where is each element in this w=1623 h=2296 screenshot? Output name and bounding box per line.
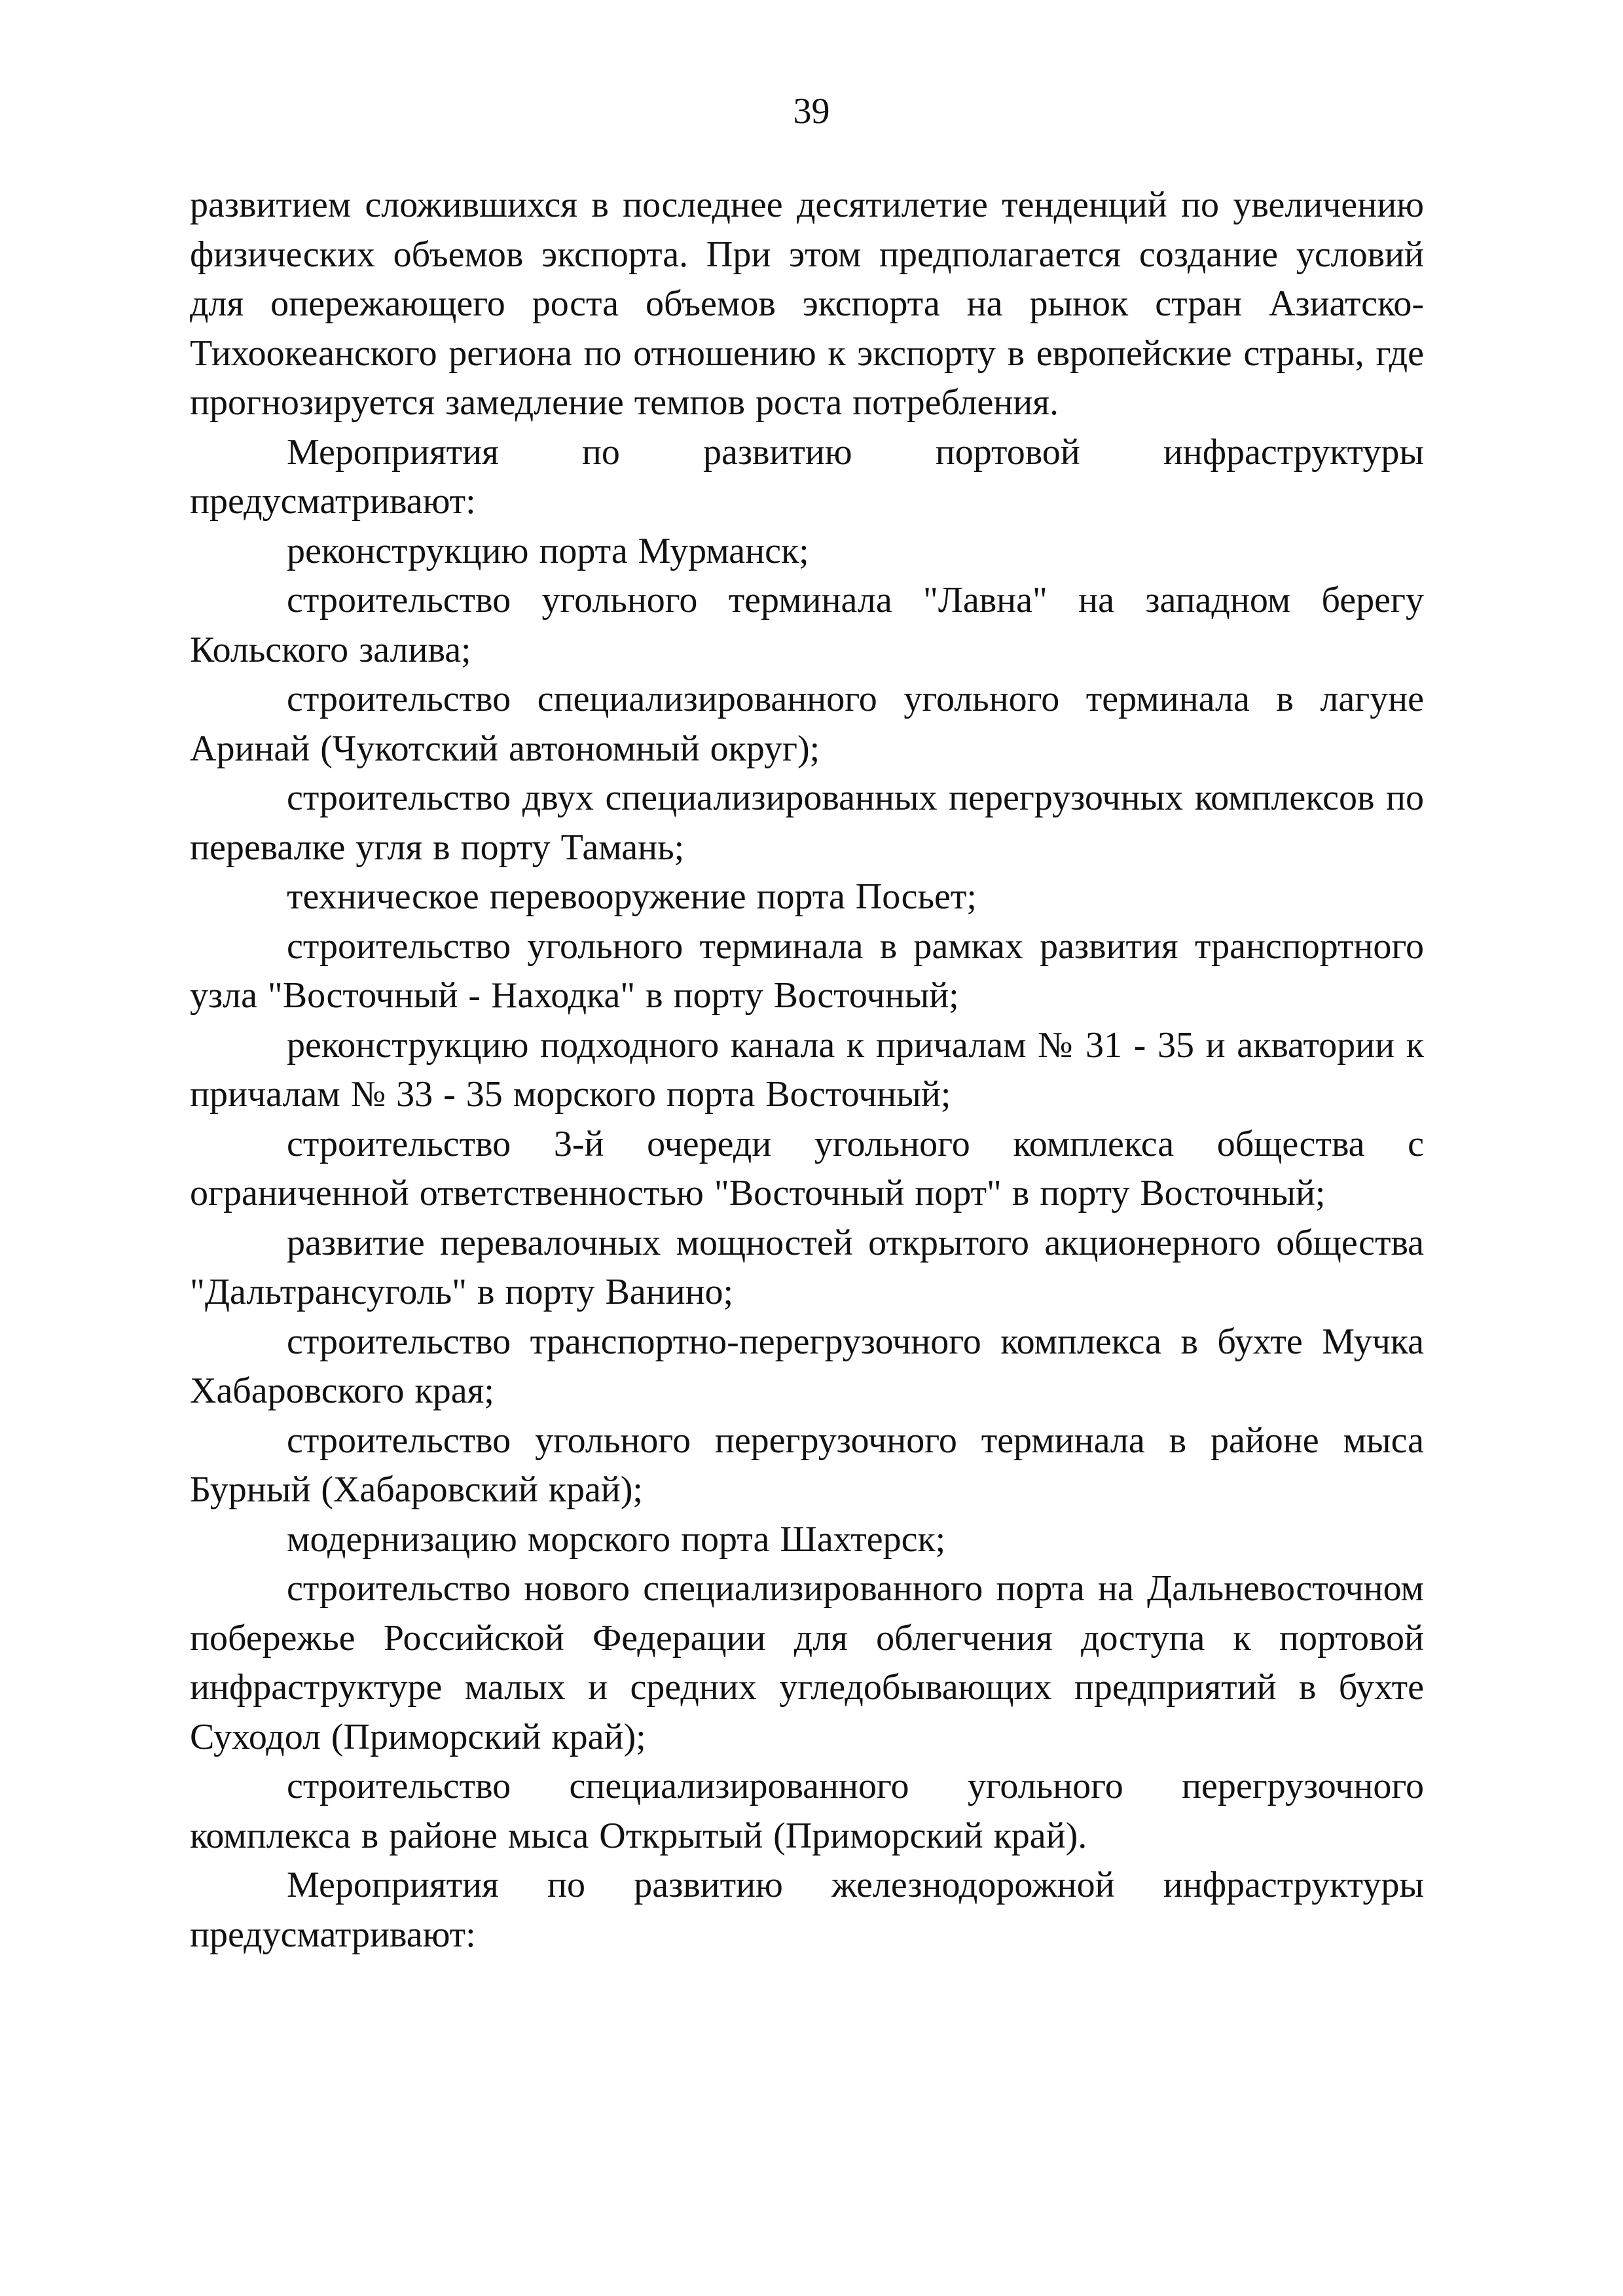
paragraph-export-trends: развитием сложившихся в последнее десятилетие тенденций по увеличению физических объемов экспорта. При этом предполагается создание условий для опережающего роста объемов экспорта на рынок стран Азиатско-Тихоокеанского региона по отношению к экспорту в европейские страны, где прогнозируется замедление темпов роста потребления.: [190, 185, 1424, 423]
list-item: техническое перевооружение порта Посьет;: [287, 876, 977, 917]
list-item: развитие перевалочных мощностей открытого акционерного общества "Дальтрансуголь" в порту Ванино;: [190, 1222, 1424, 1312]
list-item: строительство угольного терминала "Лавна" на западном берегу Кольского залива;: [190, 580, 1424, 670]
paragraph-railway-measures-intro: Мероприятия по развитию железнодорожной инфраструктуры предусматривают:: [190, 1865, 1424, 1955]
body-text: [190, 181, 1424, 1960]
list-item: строительство двух специализированных перегрузочных комплексов по перевалке угля в порту Тамань;: [190, 778, 1424, 868]
list-item: строительство угольного перегрузочного терминала в районе мыса Бурный (Хабаровский край);: [190, 1420, 1424, 1510]
list-item: строительство специализированного угольного перегрузочного комплекса в районе мыса Открытый (Приморский край).: [190, 1766, 1424, 1856]
list-item: строительство 3-й очереди угольного комплекса общества с ограниченной ответственностью "Восточный порт" в порту Восточный;: [190, 1123, 1424, 1213]
list-item: строительство специализированного угольного терминала в лагуне Аринай (Чукотский автономный округ);: [190, 679, 1424, 769]
paragraph-port-measures-intro: Мероприятия по развитию портовой инфраструктуры предусматривают:: [190, 431, 1424, 522]
list-item: модернизацию морского порта Шахтерск;: [287, 1518, 946, 1560]
page-number: 39: [793, 91, 830, 132]
list-item: строительство угольного терминала в рамках развития транспортного узла "Восточный - Находка" в порту Восточный;: [190, 925, 1424, 1016]
list-item: строительство нового специализированного порта на Дальневосточном побережье Российской Федерации для облегчения доступа к портовой инфраструктуре малых и средних угледобывающих предприятий в бухте Суходол (Приморский край);: [190, 1568, 1424, 1757]
list-item: строительство транспортно-перегрузочного комплекса в бухте Мучка Хабаровского края;: [190, 1321, 1424, 1411]
list-item: реконструкцию порта Мурманск;: [287, 530, 809, 571]
list-item: реконструкцию подходного канала к причалам № 31 - 35 и акватории к причалам № 33 - 35 морского порта Восточный;: [190, 1024, 1424, 1115]
